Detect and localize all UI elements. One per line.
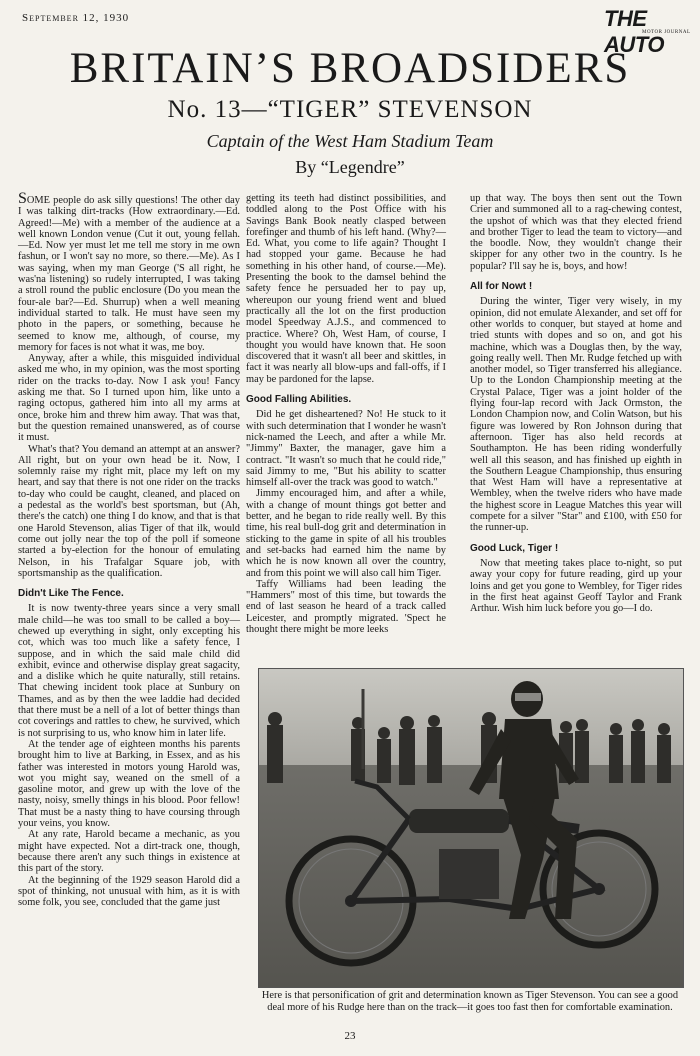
article-byline: By “Legendre” (295, 157, 405, 177)
article-subtitle: No. 13—“TIGER” STEVENSON (167, 96, 533, 123)
issue-date: September 12, 1930 (22, 12, 130, 24)
section-heading: Good Falling Abilities. (246, 394, 352, 406)
column-1 (18, 190, 240, 909)
paragraph: At the beginning of the 1929 season Harold did a spot of thinking, not unusual with him, as it is with some folk, you see, concluded that the game just (18, 874, 240, 909)
column-2 (246, 193, 446, 635)
paragraph: During the winter, Tiger very wisely, in my opinion, did not emulate Alexander, and set off for other worlds to conquer, but stayed at home and tried stunts with dopes and so on, and got his machine, which was a Douglas then, by the way, going really well. Then Mr. Rudge fetched up with another model, so Tiger transferred his allegiance. Up to the London Championship meeting at the Crystal Palace, Tiger was a joint holder of the flying four-lap record with Jack Ormston, the London Champion now, and Colin Watson, but his figure was lowered by Ron Johnson during that afternoon. Tiger has also held records at Southampton. He has been riding wonderfully well all this season, and has finished up eighth in the Southern League Championship, thus ensuring that West Ham will have a representative at Wembley, when the twelve riders who have made the highest score in League Matches this year will compete for a silver "Star" and £100, with £50 for the runner-up. (470, 296, 682, 534)
paragraph: Taffy Williams had been leading the "Hammers" most of this time, but towards the end of last season he heard of a track called Leicester, and promptly migrated. 'Spect he thought there might be more leeks (246, 578, 446, 635)
paragraph: At any rate, Harold became a mechanic, as you might have expected. Not a dirt-track one, though, because there aren't any such things in existence at this part of the story. (18, 829, 240, 875)
section-heading: Good Luck, Tiger ! (470, 542, 559, 554)
rider-photograph (258, 668, 684, 988)
paragraph: Did he get disheartened? No! He stuck to it with such determination that I wonder he wasn't nick-named the Leech, and after a while Mr. "Jimmy" Baxter, the manager, gave him a contract. "It wasn't so much that he could ride," said Jimmy to me, "But his ability to scatter himself all-over the track was good to watch." (246, 409, 446, 489)
drop-cap: S (18, 190, 27, 207)
page-number: 23 (344, 1030, 356, 1042)
paragraph: Jimmy encouraged him, and after a while, with a change of mount things got better and better, and he began to ride really well. By this time, his real bull-dog grit and determination in sticking to the game in spite of all his troubles and set-backs had earned him the name by which he is now known all over the country, and from this point we will also call him Tiger. (246, 488, 446, 579)
photo-caption: Here is that personification of grit and determination known as Tiger Stevenson. You can see a good deal more of his Rudge here than on the track—it goes too fast then for comfortable examination. (261, 990, 679, 1013)
paragraph: up that way. The boys then sent out the Town Crier and summoned all to a rag-chewing contest, the upshot of which was that they elected friend and brother Tiger to lead the team to victory—and the boodle. Now, they wouldn't change their skipper for any other two in the country. Is he popular? I'll say he is, boys, and how! (470, 193, 682, 272)
article-title: BRITAIN’S BROADSIDERS (69, 45, 631, 92)
paragraph: What's that? You demand an attempt at an answer? All right, but on your own head be it. Now, I solemnly raise my right mit, place my left on my heart, and say that there is not one rider on the tracks to-day who could be caught, cleaned, and placed on a pedestal as the world's best sportsman, but (Ah, there's the catch) one thing I do know, and that is that one Harold Stevenson, alias Tiger of that ilk, would come out jolly near the top of the poll if someone started a by-election for the honour of emulating Nelson, in his Trafalgar Square job, with sportsmanship as the qualification. (18, 443, 240, 579)
paragraph-text: OME people do ask silly questions! The other day I was talking dirt-tracks (How extraordinary.—Ed. Agreed!—Me) with a member of the audience at a well known London venue (Cut it out, young fellah.—Ed. Now yer must let me tell me story in me own fashun, or I won't say no more, so there.—Me). As I was saying, when my man George ('S all right, he was'na listening) so rudely interrupted, I was taking a stroll round the public enclosure (Do you mean the four-ale bar?—Ed. Shurrup) when a well meaning individual started to talk. He must have seen my photo in the papers, or something, because he seemed to know me, although, of course, my memory for faces is not what it was, me boy. (18, 195, 240, 353)
section-heading: All for Nowt ! (470, 281, 533, 293)
photo-illustration (259, 669, 683, 987)
paragraph: Anyway, after a while, this misguided individual asked me who, in my opinion, was the most sporting rider on the tracks to-day. Now I ask you! Fancy asking me that. So I turned upon him, like unto a raging octopus, gathered him into all my arms at once, broke him and threw him away. That was that, but the question remained unanswered, as of course it must. (18, 353, 240, 444)
paragraph: Now that meeting takes place to-night, so put away your copy for future reading, gird up your loins and get you gone to Wembley, for Tiger rides in the first heat against Geoff Taylor and Frank Arthur. Wish him luck before you go—I do. (470, 557, 682, 615)
paragraph (18, 190, 240, 353)
paragraph: It is now twenty-three years since a very small male child—he was too small to be called a boy—chewed up everything in sight, only excepting his cot, which was too much like a safety fence, I suppose, and in which the said male child did exhibit, evince and otherwise display great sagacity, and a dislike which he quite naturally, still retains. That chewing incident took place at Sunbury on Thames, and as by then the wee laddie had decided that there must be a nell of a lot of better things than cot coverings and rattles to chew, he survived, which is not surprising to us, who know him in later life. (18, 603, 240, 739)
column-3 (470, 193, 682, 614)
publication-logo-sub: MOTOR JOURNAL (642, 30, 691, 35)
paragraph: At the tender age of eighteen months his parents brought him to live at Barking, in Essex, and as his father was interested in motors young Harold was, wot you might say, weaned on the smell of a gasoline motor, and grew up with the love of the nasty, noisy, smelly things in his blood. Poor fellow! That must be a nasty thing to have coursing through your veins, you know. (18, 738, 240, 830)
section-heading: Didn't Like The Fence. (18, 588, 124, 600)
publication-logo: THE AUTO (604, 6, 664, 57)
paragraph: getting its teeth had distinct possibilities, and toddled along to the Post Office with his Savings Bank Book neatly clasped between forefinger and thumb of his left hand. (Why?—Ed. What, you come to life again? Thought I had stopped your game. Because he had something in his other hand, of course.—Me). Presenting the book to the damsel behind the safety fence he persuaded her to pay up, whereupon our young friend went and blued practically all the lot on the first production model Speedway A.J.S., and commenced to practice. Where? Oh, West Ham, of course, I thought you would have known that. He soon discovered that it wasn't all beer and skittles, in fact it was nearly all blow-ups and fall-offs, if I may be pardoned for the lapse. (246, 193, 446, 385)
article-tagline: Captain of the West Ham Stadium Team (206, 131, 494, 151)
